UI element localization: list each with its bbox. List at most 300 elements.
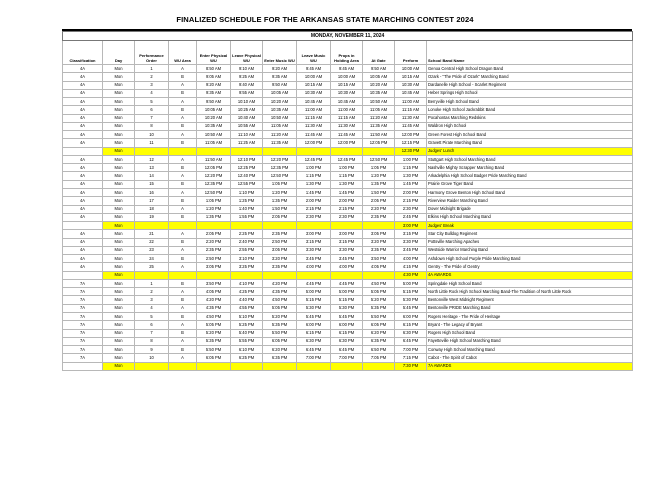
cell-enter-music: 10:05 AM — [263, 89, 297, 97]
col-header-day: Day — [103, 41, 135, 65]
cell-day: Mon — [103, 131, 135, 139]
cell-day: Mon — [103, 279, 135, 287]
cell-props: 4:45 PM — [331, 279, 363, 287]
schedule-table — [62, 31, 633, 371]
cell-leave-music: 5:15 PM — [297, 296, 331, 304]
cell-classification: 7A — [63, 296, 103, 304]
cell-at-gate: 2:20 PM — [363, 205, 395, 213]
cell-band-name: Nashville Mighty Scrapper Marching Band — [427, 164, 633, 172]
cell-perform: 10:30 AM — [395, 81, 427, 89]
cell-perform: 6:00 PM — [395, 312, 427, 320]
cell-leave-music: 1:30 PM — [297, 180, 331, 188]
cell-classification: 7A — [63, 329, 103, 337]
cell-order: 7 — [135, 329, 169, 337]
cell-props: 12:00 PM — [331, 139, 363, 147]
cell-enter-physical: 10:50 AM — [197, 131, 231, 139]
cell-wu-area: A — [169, 65, 197, 73]
table-row — [63, 155, 633, 163]
cell-at-gate: 4:05 PM — [363, 263, 395, 271]
column-headers — [63, 41, 633, 65]
table-row — [63, 131, 633, 139]
cell-perform: 12:30 PM — [395, 147, 427, 155]
cell-classification — [63, 147, 103, 155]
cell-at-gate: 12:05 PM — [363, 139, 395, 147]
cell-props: 12:45 PM — [331, 155, 363, 163]
cell-leave-music — [297, 362, 331, 370]
cell-band-name: Pottsville Marching Apaches — [427, 238, 633, 246]
table-row — [63, 312, 633, 320]
cell-leave-physical — [231, 362, 263, 370]
cell-wu-area: B — [169, 106, 197, 114]
cell-enter-music — [263, 271, 297, 279]
cell-leave-physical — [231, 271, 263, 279]
cell-props — [331, 222, 363, 230]
cell-enter-physical: 5:50 PM — [197, 346, 231, 354]
cell-leave-physical: 4:55 PM — [231, 304, 263, 312]
cell-wu-area: B — [169, 255, 197, 263]
cell-enter-music: 11:35 AM — [263, 139, 297, 147]
cell-classification: 7A — [63, 346, 103, 354]
cell-wu-area — [169, 362, 197, 370]
schedule-break-row — [63, 147, 633, 155]
cell-order: 18 — [135, 205, 169, 213]
cell-order: 2 — [135, 73, 169, 81]
cell-day: Mon — [103, 362, 135, 370]
table-row — [63, 263, 633, 271]
cell-leave-physical: 2:40 PM — [231, 238, 263, 246]
cell-props: 3:15 PM — [331, 238, 363, 246]
cell-leave-music: 4:00 PM — [297, 263, 331, 271]
cell-wu-area: B — [169, 296, 197, 304]
cell-props: 11:30 AM — [331, 122, 363, 130]
cell-leave-physical: 10:40 AM — [231, 114, 263, 122]
cell-leave-physical: 1:25 PM — [231, 197, 263, 205]
date-row — [63, 32, 633, 41]
cell-leave-music: 11:45 AM — [297, 131, 331, 139]
cell-order: 15 — [135, 180, 169, 188]
table-row — [63, 337, 633, 345]
cell-wu-area: B — [169, 164, 197, 172]
cell-props: 3:45 PM — [331, 255, 363, 263]
cell-leave-physical: 10:55 AM — [231, 122, 263, 130]
col-header-enter-physical-wu: Enter Physical WU — [197, 41, 231, 65]
cell-enter-physical: 8:50 AM — [197, 65, 231, 73]
cell-order: 6 — [135, 321, 169, 329]
cell-band-name: Heber Springs High School — [427, 89, 633, 97]
col-header-leave-music-wu: Leave Music WU — [297, 41, 331, 65]
cell-wu-area: B — [169, 312, 197, 320]
cell-leave-music: 6:45 PM — [297, 346, 331, 354]
cell-perform: 2:00 PM — [395, 188, 427, 196]
cell-leave-music: 7:00 PM — [297, 354, 331, 362]
cell-leave-physical: 3:10 PM — [231, 255, 263, 263]
cell-at-gate: 1:35 PM — [363, 180, 395, 188]
cell-enter-physical: 2:50 PM — [197, 255, 231, 263]
cell-wu-area: A — [169, 321, 197, 329]
cell-classification: 4A — [63, 164, 103, 172]
cell-enter-music: 2:35 PM — [263, 230, 297, 238]
cell-order: 1 — [135, 65, 169, 73]
cell-day: Mon — [103, 263, 135, 271]
cell-at-gate: 5:35 PM — [363, 304, 395, 312]
cell-leave-physical: 1:40 PM — [231, 205, 263, 213]
table-row — [63, 230, 633, 238]
cell-at-gate: 11:50 AM — [363, 131, 395, 139]
cell-wu-area: B — [169, 329, 197, 337]
cell-enter-music: 3:35 PM — [263, 263, 297, 271]
cell-enter-physical: 11:50 AM — [197, 155, 231, 163]
cell-day: Mon — [103, 222, 135, 230]
col-header-perform: Perform — [395, 41, 427, 65]
cell-wu-area: B — [169, 238, 197, 246]
cell-perform: 2:15 PM — [395, 197, 427, 205]
cell-perform: 4:30 PM — [395, 271, 427, 279]
cell-props: 6:15 PM — [331, 329, 363, 337]
cell-at-gate: 5:05 PM — [363, 288, 395, 296]
col-header-props-holding: Props in Holding Area — [331, 41, 363, 65]
cell-classification: 4A — [63, 106, 103, 114]
cell-leave-physical: 4:25 PM — [231, 288, 263, 296]
cell-classification: 7A — [63, 354, 103, 362]
cell-band-name: 4A AWARDS — [427, 271, 633, 279]
cell-leave-physical — [231, 147, 263, 155]
cell-classification: 4A — [63, 197, 103, 205]
table-row — [63, 255, 633, 263]
cell-enter-music: 1:50 PM — [263, 205, 297, 213]
cell-leave-physical: 9:10 AM — [231, 65, 263, 73]
cell-at-gate: 10:35 AM — [363, 89, 395, 97]
cell-leave-music — [297, 222, 331, 230]
cell-band-name: Stuttgart High School Marching Band — [427, 155, 633, 163]
cell-day: Mon — [103, 164, 135, 172]
cell-enter-music: 6:05 PM — [263, 337, 297, 345]
cell-band-name: Cabot - The Spirit of Cabot — [427, 354, 633, 362]
cell-enter-physical: 6:05 PM — [197, 354, 231, 362]
cell-order: 5 — [135, 98, 169, 106]
cell-leave-music: 5:00 PM — [297, 288, 331, 296]
cell-order: 3 — [135, 296, 169, 304]
cell-band-name: Springdale High School Band — [427, 279, 633, 287]
cell-band-name: Berryville High School Band — [427, 98, 633, 106]
cell-wu-area — [169, 271, 197, 279]
cell-enter-music — [263, 147, 297, 155]
cell-enter-physical: 12:50 PM — [197, 188, 231, 196]
col-header-at-gate: At Gate — [363, 41, 395, 65]
cell-perform: 1:00 PM — [395, 155, 427, 163]
cell-leave-music: 5:30 PM — [297, 304, 331, 312]
cell-props: 1:30 PM — [331, 180, 363, 188]
cell-perform: 10:00 AM — [395, 65, 427, 73]
cell-wu-area — [169, 147, 197, 155]
cell-band-name: Conway High School Marching Band — [427, 346, 633, 354]
cell-perform: 3:45 PM — [395, 246, 427, 254]
cell-wu-area: A — [169, 246, 197, 254]
cell-classification: 4A — [63, 73, 103, 81]
cell-leave-physical: 9:55 AM — [231, 89, 263, 97]
cell-enter-music: 11:05 AM — [263, 122, 297, 130]
cell-wu-area: A — [169, 288, 197, 296]
cell-enter-physical: 10:35 AM — [197, 122, 231, 130]
cell-day: Mon — [103, 65, 135, 73]
table-row — [63, 188, 633, 196]
cell-enter-physical: 9:35 AM — [197, 89, 231, 97]
cell-band-name: Dover Midnight Brigade — [427, 205, 633, 213]
cell-classification: 4A — [63, 114, 103, 122]
cell-at-gate: 6:50 PM — [363, 346, 395, 354]
cell-leave-music: 6:00 PM — [297, 321, 331, 329]
cell-at-gate: 5:50 PM — [363, 312, 395, 320]
cell-leave-physical: 5:40 PM — [231, 329, 263, 337]
cell-band-name: Judges' Lunch — [427, 147, 633, 155]
table-row — [63, 329, 633, 337]
cell-enter-physical: 2:35 PM — [197, 246, 231, 254]
table-row — [63, 172, 633, 180]
cell-leave-music: 2:15 PM — [297, 205, 331, 213]
cell-props: 6:00 PM — [331, 321, 363, 329]
cell-at-gate: 4:50 PM — [363, 279, 395, 287]
cell-classification: 7A — [63, 288, 103, 296]
cell-enter-music: 2:50 PM — [263, 238, 297, 246]
cell-day: Mon — [103, 312, 135, 320]
cell-classification: 4A — [63, 155, 103, 163]
cell-classification: 7A — [63, 337, 103, 345]
cell-enter-music: 1:35 PM — [263, 197, 297, 205]
cell-props: 9:45 AM — [331, 65, 363, 73]
cell-leave-music: 2:30 PM — [297, 213, 331, 221]
cell-props: 11:00 AM — [331, 106, 363, 114]
cell-props: 7:00 PM — [331, 354, 363, 362]
cell-perform: 1:15 PM — [395, 164, 427, 172]
table-row — [63, 213, 633, 221]
cell-enter-physical — [197, 147, 231, 155]
cell-at-gate: 6:35 PM — [363, 337, 395, 345]
cell-wu-area — [169, 222, 197, 230]
cell-perform: 2:30 PM — [395, 205, 427, 213]
table-row — [63, 81, 633, 89]
cell-enter-music: 6:35 PM — [263, 354, 297, 362]
cell-leave-physical: 12:40 PM — [231, 172, 263, 180]
cell-perform: 3:15 PM — [395, 230, 427, 238]
cell-leave-physical: 2:25 PM — [231, 230, 263, 238]
cell-wu-area: A — [169, 188, 197, 196]
cell-props: 2:30 PM — [331, 213, 363, 221]
cell-enter-physical: 5:20 PM — [197, 329, 231, 337]
cell-day: Mon — [103, 230, 135, 238]
cell-day: Mon — [103, 337, 135, 345]
cell-at-gate — [363, 222, 395, 230]
cell-wu-area: B — [169, 213, 197, 221]
cell-enter-music: 11:20 AM — [263, 131, 297, 139]
cell-at-gate: 2:35 PM — [363, 213, 395, 221]
cell-at-gate: 3:05 PM — [363, 230, 395, 238]
cell-props: 5:45 PM — [331, 312, 363, 320]
cell-enter-physical: 3:50 PM — [197, 279, 231, 287]
table-row — [63, 114, 633, 122]
cell-at-gate: 1:05 PM — [363, 164, 395, 172]
cell-classification: 7A — [63, 321, 103, 329]
schedule-break-row — [63, 362, 633, 370]
cell-order: 4 — [135, 304, 169, 312]
cell-enter-physical: 9:50 AM — [197, 98, 231, 106]
cell-classification: 4A — [63, 172, 103, 180]
cell-leave-music: 3:15 PM — [297, 238, 331, 246]
cell-perform: 4:15 PM — [395, 263, 427, 271]
cell-leave-physical: 6:25 PM — [231, 354, 263, 362]
cell-props: 1:00 PM — [331, 164, 363, 172]
cell-classification: 7A — [63, 304, 103, 312]
cell-perform: 7:30 PM — [395, 362, 427, 370]
cell-wu-area: A — [169, 131, 197, 139]
cell-props: 4:00 PM — [331, 263, 363, 271]
cell-enter-music: 10:50 AM — [263, 114, 297, 122]
cell-band-name: Ozark - "The Pride of Ozark" Marching Band — [427, 73, 633, 81]
cell-wu-area: B — [169, 139, 197, 147]
cell-wu-area: B — [169, 279, 197, 287]
cell-classification: 4A — [63, 246, 103, 254]
cell-enter-physical: 3:05 PM — [197, 263, 231, 271]
table-row — [63, 296, 633, 304]
cell-props: 11:15 AM — [331, 114, 363, 122]
cell-leave-music: 10:15 AM — [297, 81, 331, 89]
cell-day: Mon — [103, 304, 135, 312]
table-row — [63, 304, 633, 312]
table-row — [63, 354, 633, 362]
cell-at-gate: 2:05 PM — [363, 197, 395, 205]
cell-props — [331, 362, 363, 370]
cell-classification: 4A — [63, 122, 103, 130]
cell-props: 5:15 PM — [331, 296, 363, 304]
cell-props: 6:30 PM — [331, 337, 363, 345]
cell-order: 9 — [135, 346, 169, 354]
cell-perform: 12:15 PM — [395, 139, 427, 147]
cell-leave-physical: 5:55 PM — [231, 337, 263, 345]
cell-at-gate: 9:50 AM — [363, 65, 395, 73]
cell-leave-music: 5:45 PM — [297, 312, 331, 320]
cell-enter-music: 4:50 PM — [263, 296, 297, 304]
cell-band-name: Elkins High School Marching Band — [427, 213, 633, 221]
cell-at-gate: 3:50 PM — [363, 255, 395, 263]
cell-band-name: Gentry - The Pride of Gentry — [427, 263, 633, 271]
cell-leave-music: 4:45 PM — [297, 279, 331, 287]
cell-wu-area: B — [169, 346, 197, 354]
cell-perform: 1:30 PM — [395, 172, 427, 180]
cell-props: 5:30 PM — [331, 304, 363, 312]
cell-order: 13 — [135, 164, 169, 172]
cell-props: 1:15 PM — [331, 172, 363, 180]
cell-order: 6 — [135, 106, 169, 114]
cell-band-name: Judges' Break — [427, 222, 633, 230]
cell-classification: 4A — [63, 238, 103, 246]
table-row — [63, 164, 633, 172]
schedule-date: MONDAY, NOVEMBER 11, 2024 — [63, 32, 633, 41]
cell-props: 5:00 PM — [331, 288, 363, 296]
cell-props: 1:45 PM — [331, 188, 363, 196]
cell-leave-music: 11:00 AM — [297, 106, 331, 114]
cell-leave-physical: 1:55 PM — [231, 213, 263, 221]
cell-enter-physical: 1:05 PM — [197, 197, 231, 205]
cell-band-name: Gravett Pirate Marching Band — [427, 139, 633, 147]
cell-band-name: Pocahontas Marching Redskins — [427, 114, 633, 122]
cell-leave-music: 3:45 PM — [297, 255, 331, 263]
cell-day: Mon — [103, 98, 135, 106]
cell-props: 2:00 PM — [331, 197, 363, 205]
cell-enter-music: 6:20 PM — [263, 346, 297, 354]
cell-leave-music: 11:15 AM — [297, 114, 331, 122]
cell-enter-physical: 11:05 AM — [197, 139, 231, 147]
cell-props: 11:45 AM — [331, 131, 363, 139]
cell-enter-physical: 9:20 AM — [197, 81, 231, 89]
cell-classification: 7A — [63, 312, 103, 320]
cell-day: Mon — [103, 139, 135, 147]
cell-perform: 10:15 AM — [395, 73, 427, 81]
cell-perform: 6:15 PM — [395, 321, 427, 329]
cell-props: 6:45 PM — [331, 346, 363, 354]
cell-perform: 10:45 AM — [395, 89, 427, 97]
cell-enter-physical: 2:05 PM — [197, 230, 231, 238]
cell-props: 10:00 AM — [331, 73, 363, 81]
cell-enter-physical: 4:35 PM — [197, 304, 231, 312]
cell-leave-physical: 2:55 PM — [231, 246, 263, 254]
cell-day: Mon — [103, 296, 135, 304]
cell-perform: 12:00 PM — [395, 131, 427, 139]
cell-order: 14 — [135, 172, 169, 180]
cell-leave-music: 10:30 AM — [297, 89, 331, 97]
table-row — [63, 205, 633, 213]
cell-at-gate: 11:20 AM — [363, 114, 395, 122]
cell-enter-physical: 1:35 PM — [197, 213, 231, 221]
schedule-break-row — [63, 271, 633, 279]
cell-wu-area: A — [169, 337, 197, 345]
cell-perform: 5:00 PM — [395, 279, 427, 287]
cell-at-gate: 10:20 AM — [363, 81, 395, 89]
cell-leave-physical: 12:10 PM — [231, 155, 263, 163]
cell-enter-physical: 2:20 PM — [197, 238, 231, 246]
cell-enter-music: 3:05 PM — [263, 246, 297, 254]
cell-enter-physical: 12:20 PM — [197, 172, 231, 180]
cell-enter-music: 9:20 AM — [263, 65, 297, 73]
cell-at-gate: 3:35 PM — [363, 246, 395, 254]
cell-classification — [63, 362, 103, 370]
cell-perform: 3:00 PM — [395, 222, 427, 230]
cell-perform: 3:30 PM — [395, 238, 427, 246]
table-row — [63, 98, 633, 106]
cell-at-gate: 5:20 PM — [363, 296, 395, 304]
cell-leave-physical: 3:25 PM — [231, 263, 263, 271]
cell-day: Mon — [103, 180, 135, 188]
cell-classification: 7A — [63, 279, 103, 287]
cell-enter-physical: 10:05 AM — [197, 106, 231, 114]
cell-band-name: Arkadelphia High School Badger Pride Marching Band — [427, 172, 633, 180]
cell-classification: 4A — [63, 255, 103, 263]
cell-at-gate: 11:05 AM — [363, 106, 395, 114]
cell-leave-music: 3:30 PM — [297, 246, 331, 254]
schedule-break-row — [63, 222, 633, 230]
cell-order: 19 — [135, 213, 169, 221]
cell-day: Mon — [103, 106, 135, 114]
table-row — [63, 238, 633, 246]
cell-leave-music: 12:00 PM — [297, 139, 331, 147]
cell-order: 7 — [135, 114, 169, 122]
cell-leave-music: 10:45 AM — [297, 98, 331, 106]
cell-enter-physical — [197, 222, 231, 230]
cell-props — [331, 147, 363, 155]
table-row — [63, 246, 633, 254]
cell-perform: 4:00 PM — [395, 255, 427, 263]
cell-enter-physical: 5:05 PM — [197, 321, 231, 329]
cell-order: 3 — [135, 81, 169, 89]
cell-order: 4 — [135, 89, 169, 97]
cell-enter-physical: 12:35 PM — [197, 180, 231, 188]
